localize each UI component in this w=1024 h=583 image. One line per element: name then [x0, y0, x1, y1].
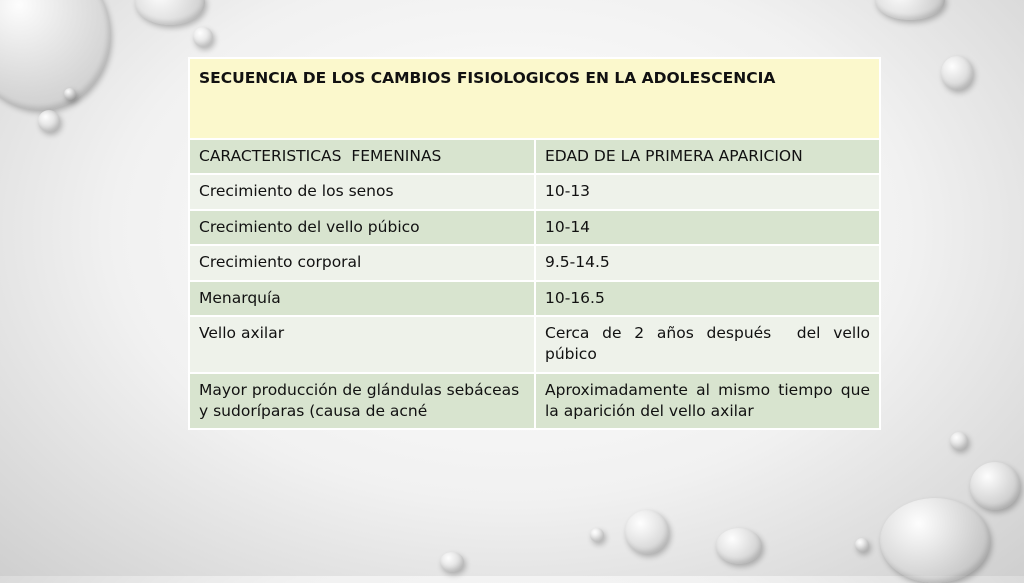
row-age: 10-14	[535, 210, 880, 245]
row-characteristic: Vello axilar	[189, 316, 535, 373]
water-drop-icon	[193, 27, 213, 47]
row-age: Aproximadamente al mismo tiempo que la aparición del vello axilar	[535, 373, 880, 430]
table-row	[189, 245, 880, 280]
water-drop-icon	[970, 462, 1020, 510]
water-drop-icon	[64, 88, 76, 100]
table-row	[189, 316, 880, 373]
header-characteristics: CARACTERISTICAS FEMENINAS	[189, 139, 535, 174]
row-characteristic: Crecimiento corporal	[189, 245, 535, 280]
water-drop-icon	[440, 552, 464, 572]
physiological-changes-table	[188, 57, 881, 430]
table-row	[189, 210, 880, 245]
water-drop-icon	[590, 528, 604, 542]
water-drop-icon	[0, 0, 110, 110]
table-header-row	[189, 139, 880, 174]
water-drop-icon	[875, 0, 945, 20]
row-characteristic: Crecimiento de los senos	[189, 174, 535, 209]
row-characteristic: Menarquía	[189, 281, 535, 316]
header-age: EDAD DE LA PRIMERA APARICION	[535, 139, 880, 174]
water-drop-icon	[941, 56, 973, 90]
table-row	[189, 373, 880, 430]
row-age: 10-16.5	[535, 281, 880, 316]
water-drop-icon	[950, 432, 968, 450]
table-row	[189, 174, 880, 209]
background-ghost-text	[240, 0, 880, 50]
table-title: SECUENCIA DE LOS CAMBIOS FISIOLOGICOS EN LA ADOLESCENCIA	[189, 58, 880, 139]
table-title-row	[189, 58, 880, 139]
row-characteristic: Crecimiento del vello púbico	[189, 210, 535, 245]
water-drop-icon	[880, 498, 990, 583]
water-drop-icon	[716, 528, 762, 564]
water-drop-icon	[135, 0, 205, 25]
table-row	[189, 281, 880, 316]
row-age: 10-13	[535, 174, 880, 209]
row-age: Cerca de 2 años después del vello púbico	[535, 316, 880, 373]
water-drop-icon	[38, 110, 60, 132]
row-characteristic: Mayor producción de glándulas sebáceas y sudoríparas (causa de acné	[189, 373, 535, 430]
row-age: 9.5-14.5	[535, 245, 880, 280]
water-drop-icon	[855, 538, 869, 552]
water-drop-icon	[625, 510, 669, 554]
